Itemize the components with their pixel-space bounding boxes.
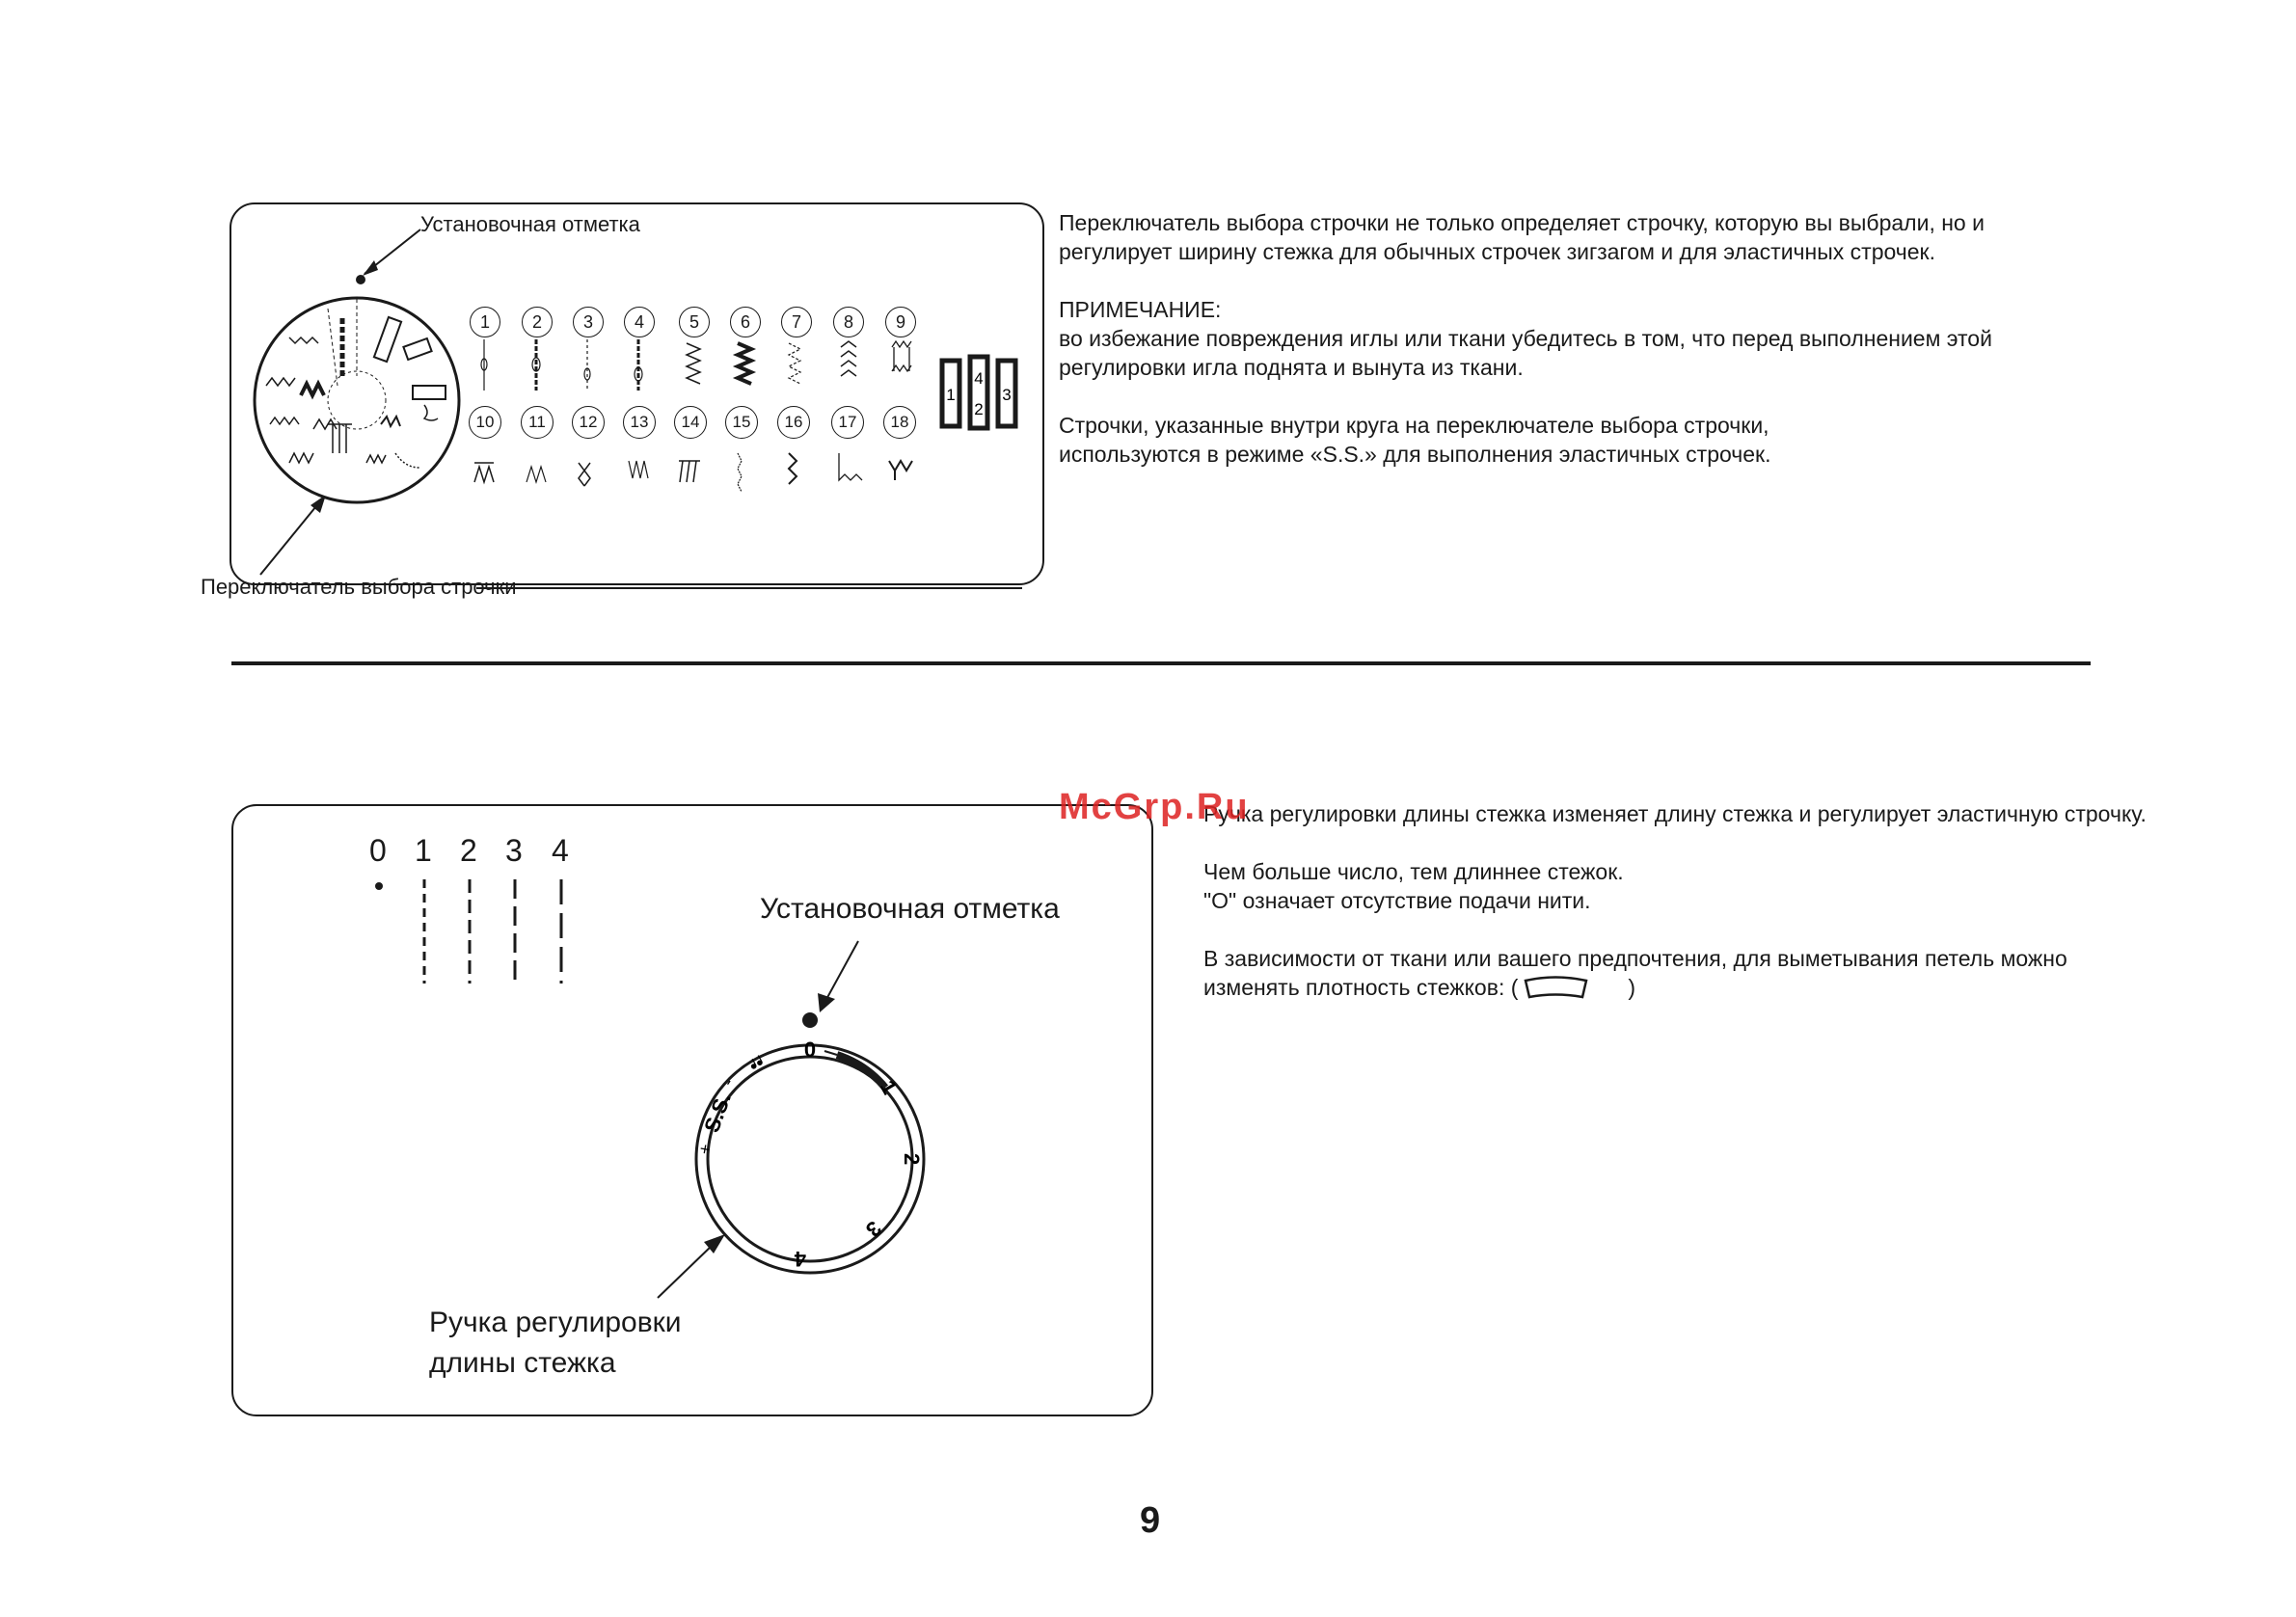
- svg-text:4: 4: [974, 369, 984, 388]
- note-title: ПРИМЕЧАНИЕ:: [1059, 297, 1222, 322]
- dial-label-1: 1: [875, 1076, 903, 1099]
- stitch-number[interactable]: 17: [831, 406, 864, 439]
- stitch-selector-callout: Переключатель выбора строчки: [201, 575, 517, 599]
- stitch-length-description: [1203, 799, 2147, 1002]
- setting-mark-callout: Установочная отметка: [420, 212, 640, 236]
- stitch-length-knob[interactable]: [694, 1038, 924, 1273]
- stitch-number[interactable]: 1: [470, 307, 500, 337]
- stitch-number[interactable]: 3: [573, 307, 604, 337]
- text-prefix: изменять плотность стежков: (: [1203, 975, 1519, 1000]
- dial-label-3: 3: [860, 1216, 887, 1242]
- svg-text:1: 1: [946, 386, 956, 404]
- stitch-number[interactable]: 2: [522, 307, 553, 337]
- stitch-number[interactable]: 5: [679, 307, 710, 337]
- svg-text:3: 3: [1002, 386, 1012, 404]
- text-suffix: ): [1628, 975, 1636, 1000]
- page-number: 9: [1140, 1500, 1161, 1541]
- setting-mark-callout: Установочная отметка: [760, 893, 1060, 925]
- svg-text:2: 2: [974, 400, 984, 418]
- setting-mark-dot: [802, 1012, 818, 1028]
- text-line: регулировки игла поднята и вынута из ткани.: [1059, 355, 1524, 380]
- text-line: Переключатель выбора строчки не только определяет строчку, которую вы выбрали, но и: [1059, 210, 1985, 235]
- stitch-number[interactable]: 10: [469, 406, 501, 439]
- text-line: во избежание повреждения иглы или ткани убедитесь в том, что перед выполнением этой: [1059, 326, 1992, 351]
- dial-label-0: 0: [803, 1038, 817, 1062]
- stitch-number[interactable]: 12: [572, 406, 605, 439]
- text-line: Ручка регулировки длины стежка изменяет длину стежка и регулирует эластичную строчку.: [1203, 801, 2147, 826]
- stitch-number[interactable]: 9: [885, 307, 916, 337]
- stitch-number[interactable]: 7: [781, 307, 812, 337]
- text-line: [1203, 973, 2147, 1002]
- stitch-number[interactable]: 13: [623, 406, 656, 439]
- text-line: Строчки, указанные внутри круга на переключателе выбора строчки,: [1059, 413, 1769, 438]
- watermark: McGrp.Ru: [1059, 787, 1250, 827]
- length-scale-0: 0: [369, 833, 387, 868]
- length-scale-1: 1: [415, 833, 432, 868]
- knob-label-line2: длины стежка: [429, 1347, 616, 1379]
- text-line: "О" означает отсутствие подачи нити.: [1203, 888, 1591, 913]
- minus-mark: -: [717, 1073, 738, 1091]
- text-line: Чем больше число, тем длиннее стежок.: [1203, 859, 1624, 884]
- length-scale-4: 4: [552, 833, 569, 868]
- dial-label-2: 2: [900, 1153, 924, 1166]
- stitch-number[interactable]: 11: [521, 406, 554, 439]
- stitch-number[interactable]: 8: [833, 307, 864, 337]
- buttonhole-mark-icon: ᖱᖱ: [745, 1052, 766, 1073]
- text-line: регулирует ширину стежка для обычных строчек зигзагом и для эластичных строчек.: [1059, 239, 1935, 264]
- length-scale-2: 2: [460, 833, 477, 868]
- stitch-number[interactable]: 14: [674, 406, 707, 439]
- text-line: используются в режиме «S.S.» для выполнения эластичных строчек.: [1059, 442, 1771, 467]
- text-line: В зависимости от ткани или вашего предпочтения, для выметывания петель можно: [1203, 946, 2067, 971]
- plus-mark: +: [694, 1142, 716, 1156]
- stitch-number[interactable]: 6: [730, 307, 761, 337]
- knob-label-line1: Ручка регулировки: [429, 1307, 682, 1338]
- stitch-number[interactable]: 16: [777, 406, 810, 439]
- stitch-number[interactable]: 4: [624, 307, 655, 337]
- dial-label-4: 4: [794, 1247, 806, 1271]
- length-zero-dot: [375, 882, 383, 890]
- stitch-number[interactable]: 18: [883, 406, 916, 439]
- length-scale-3: 3: [505, 833, 523, 868]
- stitch-number[interactable]: 15: [725, 406, 758, 439]
- dial-label-ss: S.S.: [699, 1090, 736, 1136]
